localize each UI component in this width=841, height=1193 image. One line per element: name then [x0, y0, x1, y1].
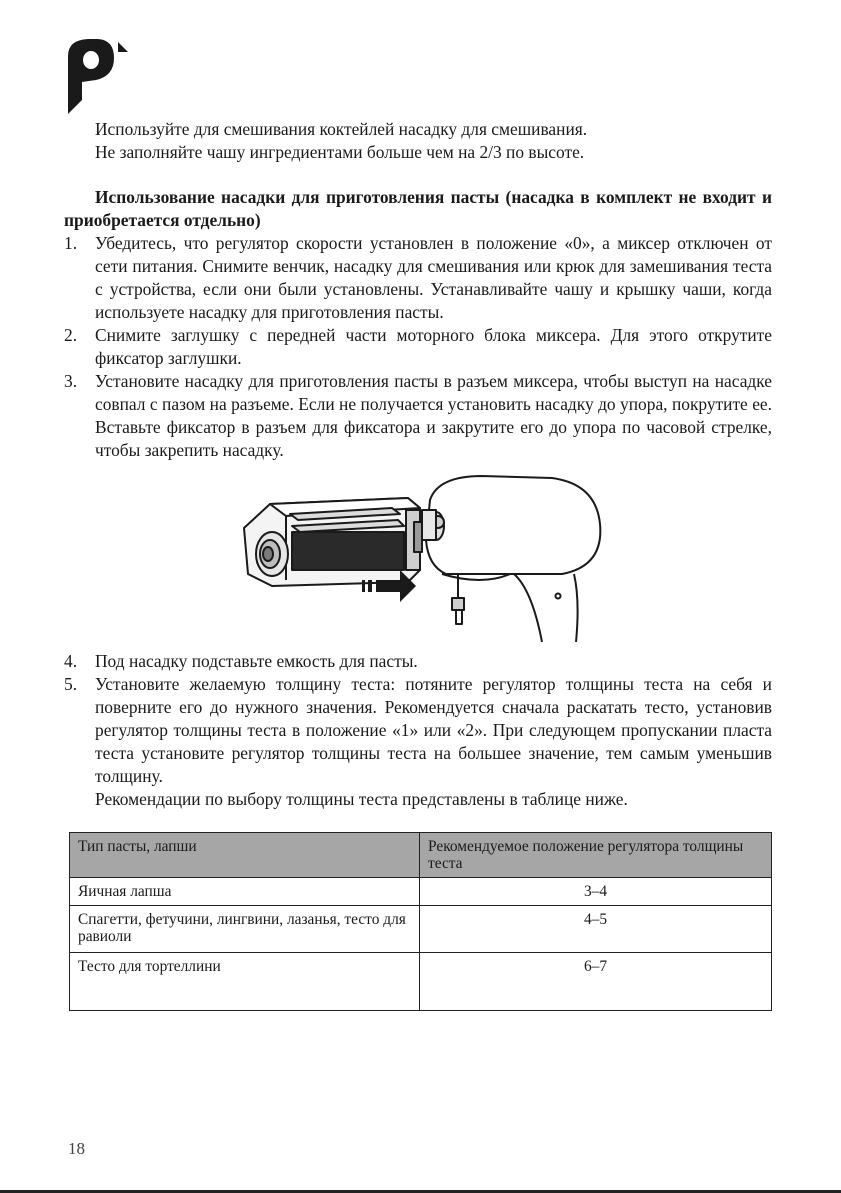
- step-item: [64, 650, 772, 673]
- brand-logo-icon: [68, 38, 130, 114]
- intro-line: Не заполняйте чашу ингредиентами больше чем на 2/3 по высоте.: [95, 142, 585, 162]
- pasta-type-cell: Спагетти, фетучини, лингвини, лазанья, тесто для равиоли: [70, 906, 420, 953]
- step-item: [64, 673, 772, 788]
- pasta-type-cell: Яичная лапша: [70, 878, 420, 906]
- pasta-attachment-illustration: [232, 470, 608, 642]
- step-number: 4.: [64, 651, 78, 671]
- column-header: Рекомендуемое положение регулятора толщины теста: [420, 833, 772, 878]
- step-item: [64, 324, 772, 370]
- table-header-row: [70, 833, 772, 878]
- step-item: [64, 232, 772, 324]
- thickness-cell: 3–4: [420, 878, 772, 906]
- thickness-cell: 4–5: [420, 906, 772, 953]
- step-text: Убедитесь, что регулятор скорости установлен в положение «0», а миксер отключен от сети питания. Снимите венчик, насадку для смешивания или крюк для замешивания теста с устройства, если они были установлены. Устанавливайте чашу и крышку чаши, когда используете насадку для приготовления пасты.: [95, 233, 772, 322]
- instructions-bottom: [64, 650, 772, 811]
- section-title: Использование насадки для приготовления пасты (насадка в комплект не входит и приобретается отдельно): [64, 187, 772, 230]
- step-number: 1.: [64, 233, 78, 253]
- column-header: Тип пасты, лапши: [70, 833, 420, 878]
- step-text: Под насадку подставьте емкость для пасты.: [95, 651, 418, 671]
- step-number: 2.: [64, 325, 78, 345]
- thickness-table: [69, 832, 772, 1011]
- step-text: Установите насадку для приготовления пасты в разъем миксера, чтобы выступ на насадке совпал с пазом на разъеме. Если не получается установить насадку до упора, покрутите ее. Вставьте фиксатор в разъем для фиксатора и закрутите его до упора по часовой стрелке, чтобы закрепить насадку.: [95, 371, 772, 460]
- step-number: 5.: [64, 674, 78, 694]
- table-row: [70, 953, 772, 1011]
- instructions-top: [64, 118, 772, 462]
- step-text: Снимите заглушку с передней части моторного блока миксера. Для этого открутите фиксатор заглушки.: [95, 325, 772, 368]
- table-row: [70, 878, 772, 906]
- table-intro: Рекомендации по выбору толщины теста представлены в таблице ниже.: [95, 789, 628, 809]
- step-number: 3.: [64, 371, 78, 391]
- page-number: 18: [68, 1139, 85, 1158]
- pasta-type-cell: Тесто для тортеллини: [70, 953, 420, 1011]
- step-text: Установите желаемую толщину теста: потяните регулятор толщины теста на себя и поверните его до нужного значения. Рекомендуется сначала раскатать тесто, установив регулятор толщины теста в положение «1» или «2». При следующем пропускании пласта теста установите регулятор толщины теста на большее значение, тем самым уменьшив толщину.: [95, 674, 772, 786]
- table-row: [70, 906, 772, 953]
- thickness-cell: 6–7: [420, 953, 772, 1011]
- step-item: [64, 370, 772, 462]
- intro-line: Используйте для смешивания коктейлей насадку для смешивания.: [95, 119, 588, 139]
